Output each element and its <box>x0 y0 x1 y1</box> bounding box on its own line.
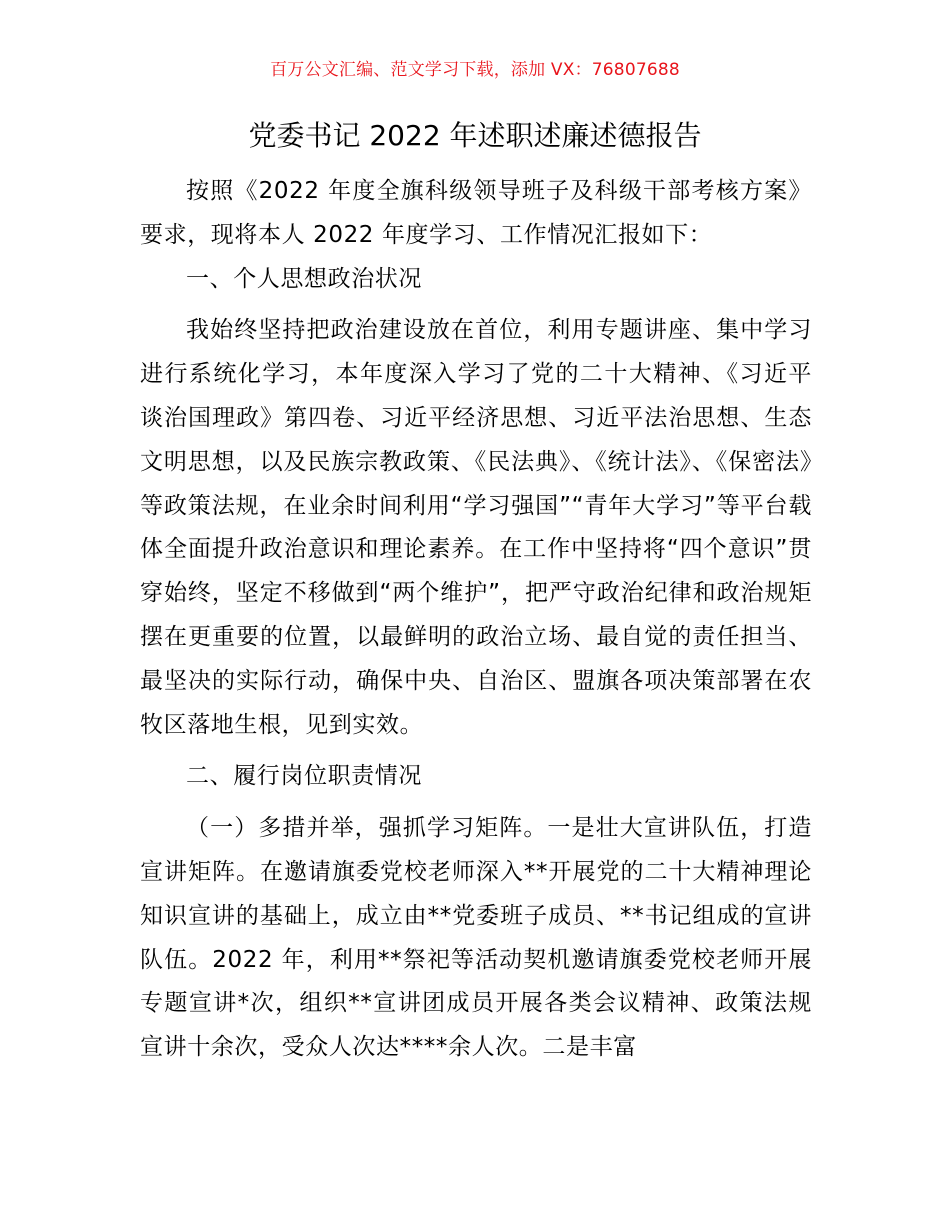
intro-paragraph: 按照《2022 年度全旗科级领导班子及科级干部考核方案》要求，现将本人 2022 年度学习、工作情况汇报如下： <box>140 178 812 248</box>
spacer <box>140 799 812 807</box>
section-2-paragraph: （一）多措并举，强抓学习矩阵。一是壮大宣讲队伍，打造宣讲矩阵。在邀请旗委党校老师深入**开展党的二十大精神理论知识宣讲的基础上，成立由**党委班子成员、**书记组成的宣讲队伍。2022 年，利用**祭祀等活动契机邀请旗委党校老师开展专题宣讲*次，组织**宣讲团成员开展各类会议精神、政策法规宣讲十余次，受众人次达****余人次。二是丰富 <box>140 815 812 1061</box>
document-title: 党委书记 2022 年述职述廉述德报告 <box>248 119 702 152</box>
document-body <box>140 170 812 1070</box>
section-heading-2: 二、履行岗位职责情况 <box>186 763 422 790</box>
header-banner: 百万公文汇编、范文学习下载，添加 VX：76807688 <box>270 60 680 80</box>
section-heading-1: 一、个人思想政治状况 <box>186 265 422 292</box>
section-1-paragraph: 我始终坚持把政治建设放在首位，利用专题讲座、集中学习进行系统化学习，本年度深入学习了党的二十大精神、《习近平谈治国理政》第四卷、习近平经济思想、习近平法治思想、生态文明思想，以及民族宗教政策、《民法典》、《统计法》、《保密法》等政策法规，在业余时间利用“学习强国”“青年大学习”等平台载体全面提升政治意识和理论素养。在工作中坚持将“四个意识”贯穿始终，坚定不移做到“两个维护”，把严守政治纪律和政治规矩摆在更重要的位置，以最鲜明的政治立场、最自觉的责任担当、最坚决的实际行动，确保中央、自治区、盟旗各项决策部署在农牧区落地生根，见到实效。 <box>140 317 812 738</box>
spacer <box>140 301 812 309</box>
spacer <box>140 747 812 755</box>
